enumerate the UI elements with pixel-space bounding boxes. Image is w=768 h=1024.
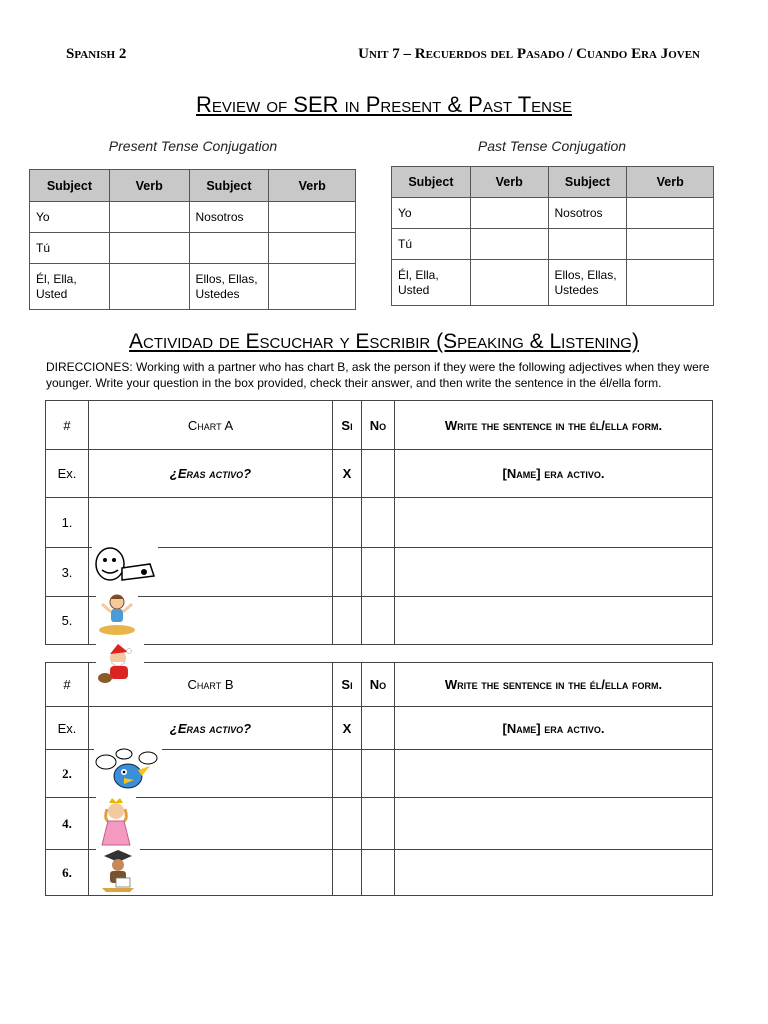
table-header: Verb <box>470 167 548 198</box>
directions-text: DIRECCIONES: Working with a partner who has chart B, ask the person if they were the following adjectives when they were younger. Write your question in the box provided, check their answer, and then write the sentence in the él/ella form. <box>46 360 710 390</box>
table-header: Verb <box>627 167 714 198</box>
si-check[interactable] <box>333 850 362 896</box>
verb-cell[interactable] <box>269 233 356 264</box>
sentence-header: Write the sentence in the él/ella form. <box>395 401 713 450</box>
verb-cell[interactable] <box>470 198 548 229</box>
num-header: # <box>46 401 89 450</box>
row-number: 2. <box>46 750 89 798</box>
verb-cell[interactable] <box>269 202 356 233</box>
no-check <box>362 450 395 498</box>
verb-cell[interactable] <box>269 264 356 310</box>
si-check[interactable] <box>333 548 362 597</box>
question-cell[interactable] <box>89 498 333 548</box>
row-number: Ex. <box>46 707 89 750</box>
subject-cell: Ellos, Ellas, Ustedes <box>189 264 269 310</box>
subject-cell: Él, Ella, Usted <box>392 260 471 306</box>
row-number: 5. <box>46 597 89 645</box>
verb-cell[interactable] <box>627 198 714 229</box>
row-number: Ex. <box>46 450 89 498</box>
no-check[interactable] <box>362 597 395 645</box>
subject-cell[interactable] <box>189 233 269 264</box>
sentence-header: Write the sentence in the él/ella form. <box>395 663 713 707</box>
no-header: No <box>362 401 395 450</box>
row-number: 1. <box>46 498 89 548</box>
table-header: Subject <box>30 170 110 202</box>
si-header: Si <box>333 663 362 707</box>
no-check[interactable] <box>362 750 395 798</box>
row-number: 3. <box>46 548 89 597</box>
past-table-caption: Past Tense Conjugation <box>477 138 627 154</box>
course-name: Spanish 2 <box>66 46 127 62</box>
si-check[interactable] <box>333 597 362 645</box>
sentence-cell[interactable] <box>395 597 713 645</box>
example-question: ¿Eras activo? <box>89 707 333 750</box>
past-conjugation-table <box>391 166 714 306</box>
verb-cell[interactable] <box>109 233 189 264</box>
subject-cell: Ellos, Ellas, Ustedes <box>548 260 627 306</box>
verb-cell[interactable] <box>627 260 714 306</box>
verb-cell[interactable] <box>627 229 714 260</box>
subject-cell: Él, Ella, Usted <box>30 264 110 310</box>
no-check <box>362 707 395 750</box>
verb-cell[interactable] <box>109 264 189 310</box>
sentence-cell[interactable] <box>395 850 713 896</box>
si-check: X <box>333 450 362 498</box>
no-check[interactable] <box>362 850 395 896</box>
graduate-clipart-icon <box>96 848 140 894</box>
lazy-dog-clipart-icon <box>92 542 158 588</box>
verb-cell[interactable] <box>470 260 548 306</box>
no-check[interactable] <box>362 498 395 548</box>
row-number: 6. <box>46 850 89 896</box>
subject-cell: Tú <box>30 233 110 264</box>
santa-clipart-icon <box>96 642 144 686</box>
chart-a-title: Chart A <box>89 401 333 450</box>
chart-a-table <box>45 400 713 645</box>
present-table-caption: Present Tense Conjugation <box>108 138 278 154</box>
chart-b-title: Chart B <box>89 663 333 707</box>
sentence-cell[interactable] <box>395 548 713 597</box>
bird-clipart-icon <box>94 748 162 794</box>
no-check[interactable] <box>362 548 395 597</box>
table-header: Verb <box>269 170 356 202</box>
si-check[interactable] <box>333 798 362 850</box>
subject-cell: Yo <box>392 198 471 229</box>
table-header: Verb <box>109 170 189 202</box>
verb-cell[interactable] <box>470 229 548 260</box>
activity-title: Actividad de Escuchar y Escribir (Speaking & Listening) <box>129 330 639 353</box>
table-header: Subject <box>548 167 627 198</box>
unit-title: Unit 7 – Recuerdos del Pasado / Cuando Era Joven <box>358 46 700 62</box>
princess-clipart-icon <box>96 797 136 849</box>
example-answer: [Name] era activo. <box>395 707 713 750</box>
si-header: Si <box>333 401 362 450</box>
si-check[interactable] <box>333 750 362 798</box>
subject-cell: Nosotros <box>548 198 627 229</box>
happy-kid-clipart-icon <box>96 592 138 636</box>
sentence-cell[interactable] <box>395 498 713 548</box>
sentence-cell[interactable] <box>395 750 713 798</box>
subject-cell: Nosotros <box>189 202 269 233</box>
num-header: # <box>46 663 89 707</box>
sentence-cell[interactable] <box>395 798 713 850</box>
no-check[interactable] <box>362 798 395 850</box>
present-conjugation-table <box>29 169 356 310</box>
subject-cell: Tú <box>392 229 471 260</box>
si-check: X <box>333 707 362 750</box>
table-header: Subject <box>392 167 471 198</box>
subject-cell[interactable] <box>548 229 627 260</box>
row-number: 4. <box>46 798 89 850</box>
subject-cell: Yo <box>30 202 110 233</box>
table-header: Subject <box>189 170 269 202</box>
no-header: No <box>362 663 395 707</box>
page-title: Review of SER in Present & Past Tense <box>195 92 572 117</box>
example-question: ¿Eras activo? <box>89 450 333 498</box>
si-check[interactable] <box>333 498 362 548</box>
verb-cell[interactable] <box>109 202 189 233</box>
example-answer: [Name] era activo. <box>395 450 713 498</box>
